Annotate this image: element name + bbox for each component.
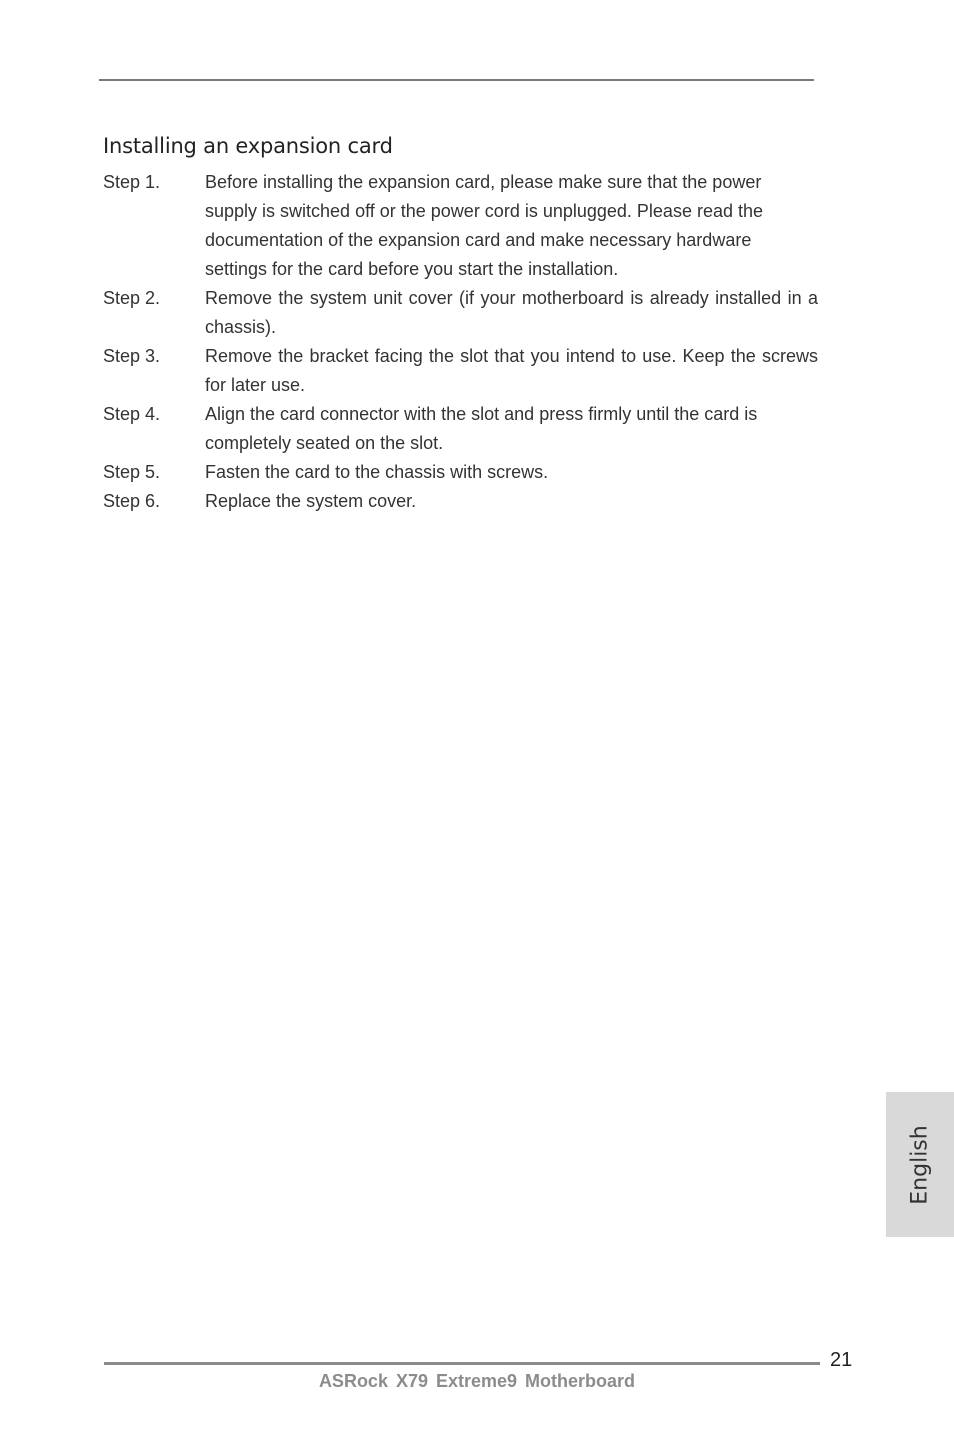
footer-product-title: ASRock X79 Extreme9 Motherboard xyxy=(318,1371,636,1391)
header-divider xyxy=(99,79,814,81)
step-number: Step 6. xyxy=(103,491,161,511)
step-number: Step 1. xyxy=(103,172,161,192)
step-number: Step 4. xyxy=(103,404,161,424)
step-item xyxy=(103,284,818,342)
step-item xyxy=(103,168,818,284)
step-item xyxy=(103,342,818,400)
step-instruction: Fasten the card to the chassis with screws. xyxy=(205,462,549,482)
footer-divider xyxy=(104,1362,820,1365)
language-label: English xyxy=(907,1124,933,1205)
step-instruction: Remove the bracket facing the slot that you intend to use. Keep the screws for later use. xyxy=(205,346,818,395)
step-item xyxy=(103,458,818,487)
step-instruction: Before installing the expansion card, please make sure that the power supply is switched off or the power cord is unplugged. Please read the documentation of the expansion card and make necessary hardware settings for the card before you start the installation. xyxy=(205,172,763,279)
step-instruction: Align the card connector with the slot and press firmly until the card is completely seated on the slot. xyxy=(205,404,758,453)
step-number: Step 3. xyxy=(103,346,161,366)
installation-steps-list xyxy=(103,168,818,516)
step-number: Step 2. xyxy=(103,288,161,308)
step-number: Step 5. xyxy=(103,462,161,482)
step-instruction: Remove the system unit cover (if your motherboard is already installed in a chassis). xyxy=(205,288,818,337)
step-item xyxy=(103,400,818,458)
language-side-tab xyxy=(886,1092,954,1237)
step-item xyxy=(103,487,818,516)
section-heading: Installing an expansion card xyxy=(103,134,393,158)
step-instruction: Replace the system cover. xyxy=(205,491,417,511)
page-number: 21 xyxy=(830,1349,853,1371)
